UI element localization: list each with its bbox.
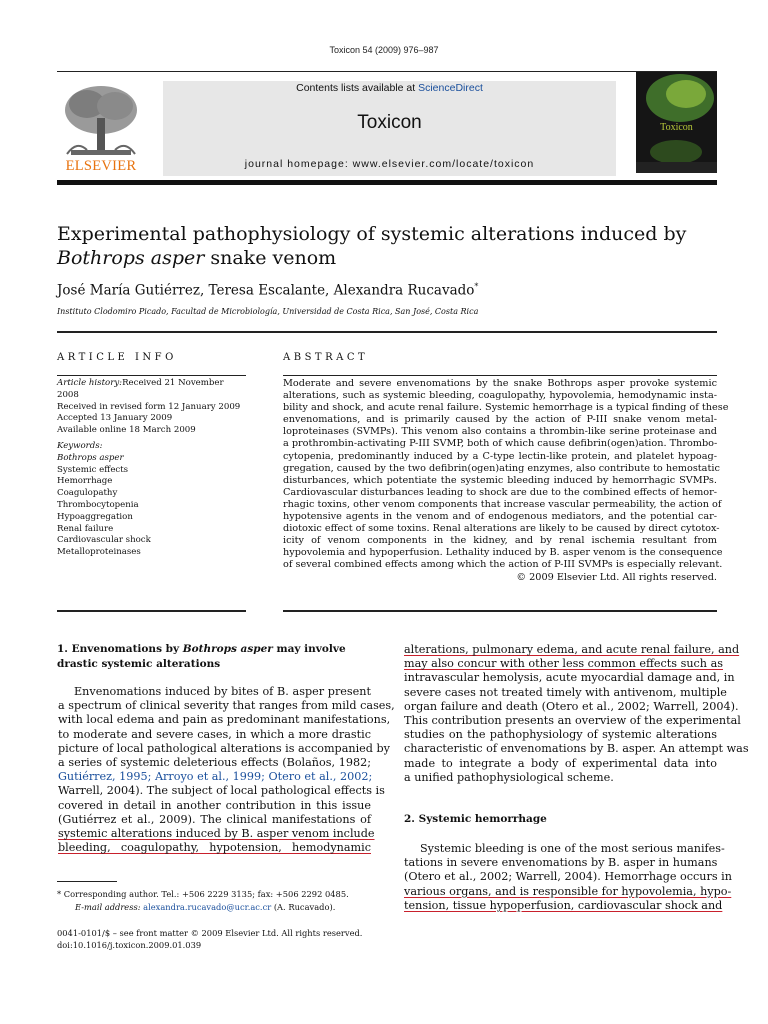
abstract-line: hypovolemia and hypoperfusion. Lethality induced by B. asper venom is the consequence bbox=[283, 547, 723, 559]
contents-prefix: Contents lists available at bbox=[296, 82, 419, 94]
abstract-line: rhagic toxins, other venom components that increase vascular permeability, the action of bbox=[283, 498, 722, 510]
journal-citation: Toxicon 54 (2009) 976–987 bbox=[329, 45, 439, 55]
abstract-line: hypotensive agents in the venom and of endogenous mediators, and the potential car- bbox=[283, 511, 717, 523]
body-line: to moderate and severe cases, in which a more drastic bbox=[58, 727, 371, 741]
body-line-highlighted: bleeding, coagulopathy, hypotension, hemodynamic bbox=[58, 841, 371, 855]
journal-homepage[interactable]: journal homepage: www.elsevier.com/locate/toxicon bbox=[244, 158, 535, 170]
email-suffix: (A. Rucavado). bbox=[271, 902, 336, 912]
sciencedirect-link[interactable]: ScienceDirect bbox=[418, 82, 483, 94]
abstract-line: of several combined effects among which the action of P-III SVMPs is especially relevant. bbox=[283, 559, 723, 571]
abstract-line: diotoxic effect of some toxins. Renal alterations are likely to be caused by direct cytotox- bbox=[283, 523, 720, 535]
body-line: This contribution presents an overview of the experimental bbox=[404, 714, 741, 728]
abstract-line: bility and shock, and acute renal failure. Systemic hemorrhage is a typical finding of these bbox=[283, 402, 729, 414]
section-1-heading-species: Bothrops asper bbox=[182, 643, 273, 655]
body-line: covered in detail in another contribution in this issue bbox=[58, 798, 371, 812]
body-line-highlighted: systemic alterations induced by B. asper venom include bbox=[58, 827, 375, 841]
body-line: Envenomations induced by bites of B. asper present bbox=[74, 685, 371, 698]
body-line-citations[interactable]: Gutiérrez, 1995; Arroyo et al., 1999; Otero et al., 2002; bbox=[58, 770, 373, 784]
abstract-rule bbox=[283, 375, 717, 376]
body-line: made to integrate a body of experimental data into bbox=[404, 756, 717, 770]
journal-title: Toxicon bbox=[357, 112, 422, 133]
keyword-item: Hypoaggregation bbox=[57, 511, 133, 522]
abstract-line: loproteinases (SVMPs). This venom also contains a thrombin-like serine proteinase and bbox=[283, 426, 717, 438]
journal-cover-image bbox=[636, 72, 717, 173]
title-line-1: Experimental pathophysiology of systemic alterations induced by bbox=[57, 223, 687, 245]
title-line-2 bbox=[57, 246, 717, 270]
abstract-line: cytopenia, predominantly induced by a C-type lectin-like protein, and platelet hypoag- bbox=[283, 450, 717, 462]
doi-line[interactable]: doi:10.1016/j.toxicon.2009.01.039 bbox=[57, 940, 202, 950]
abstract-line: Cardiovascular disturbances leading to shock are due to the combined effects of hemor- bbox=[283, 486, 717, 498]
history-received: Received 21 November 2008 bbox=[57, 378, 224, 400]
section-1-right-body bbox=[404, 643, 749, 785]
abstract-line: disturbances, which potentiate the systemic bleeding induced by hemorrhagic SVMPs. bbox=[283, 474, 717, 486]
keyword-item: Cardiovascular shock bbox=[57, 535, 151, 546]
history-line-2: Received in revised form 12 January 2009 bbox=[57, 401, 241, 412]
publisher-name: ELSEVIER bbox=[65, 158, 137, 174]
title-bottom-rule bbox=[57, 331, 717, 333]
article-info-heading: ARTICLE INFO bbox=[57, 352, 177, 363]
abstract-copyright: © 2009 Elsevier Ltd. All rights reserved. bbox=[516, 571, 717, 583]
body-line: picture of local pathological alterations is accompanied by bbox=[58, 741, 390, 755]
abstract-line: icity of venom components in the kidney, and by renal ischemia resultant from bbox=[283, 535, 717, 547]
corresponding-author-contact: * Corresponding author. Tel.: +506 2229 3135; fax: +506 2292 0485. bbox=[57, 889, 349, 899]
body-line: studies on the pathophysiology of systemic alterations bbox=[404, 728, 717, 742]
body-line: Warrell, 2004). The subject of local pathological effects is bbox=[58, 784, 385, 798]
body-line-with-citations: (Otero et al., 2002; Warrell, 2004). Hemorrhage occurs in bbox=[404, 870, 732, 884]
body-line-highlighted: alterations, pulmonary edema, and acute renal failure, and bbox=[404, 643, 740, 656]
corresponding-author-footnote bbox=[57, 888, 377, 914]
masthead-bottom-rule bbox=[57, 180, 717, 185]
keyword-item: Coagulopathy bbox=[57, 488, 118, 499]
body-line-highlighted: tension, tissue hypoperfusion, cardiovascular shock and bbox=[404, 898, 723, 912]
author-affiliation: Instituto Clodomiro Picado, Facultad de Microbiología, Universidad de Costa Rica, San José, Costa Rica bbox=[57, 307, 479, 316]
issn-doi-block bbox=[57, 927, 377, 951]
cover-title: Toxicon bbox=[660, 122, 693, 133]
body-line: tations in severe envenomations by B. asper in humans bbox=[404, 856, 718, 870]
article-authors bbox=[57, 282, 717, 299]
keywords-label: Keywords: bbox=[57, 441, 103, 451]
email-label: E-mail address: bbox=[75, 902, 144, 912]
body-line: a spectrum of clinical severity that ranges from mild cases, bbox=[58, 699, 395, 713]
section-1-heading-prefix: 1. Envenomations by bbox=[57, 643, 183, 655]
keyword-item: Hemorrhage bbox=[57, 476, 113, 487]
keywords-block bbox=[57, 441, 246, 559]
title-line-2-rest: snake venom bbox=[204, 247, 337, 269]
body-line-highlighted: Systemic bleeding is one of the most serious manifes- bbox=[420, 842, 725, 855]
article-info-bottom-rule bbox=[57, 610, 246, 612]
contents-availability bbox=[163, 82, 616, 94]
body-line: a unified pathophysiological scheme. bbox=[404, 770, 614, 784]
issn-line: 0041-0101/$ – see front matter © 2009 Elsevier Ltd. All rights reserved. bbox=[57, 928, 363, 938]
keyword-item: Systemic effects bbox=[57, 464, 129, 475]
history-line-4: Available online 18 March 2009 bbox=[57, 425, 196, 436]
section-2-body bbox=[404, 842, 732, 913]
body-line-highlighted: may also concur with other less common effects such as bbox=[404, 657, 723, 671]
article-history bbox=[57, 378, 246, 437]
footnote-rule bbox=[57, 881, 117, 882]
abstract-line: gregation, caused by the two defibrin(ogen)ating enzymes, also contribute to hemostatic bbox=[283, 462, 720, 474]
article-title bbox=[57, 222, 717, 270]
body-line-with-citation: (Gutiérrez et al., 2009). The clinical manifestations of bbox=[58, 812, 371, 826]
section-2-heading: 2. Systemic hemorrhage bbox=[404, 813, 547, 825]
abstract-line: a prothrombin-activating P-III SVMP, both of which cause defibrin(ogen)ation. Thrombo- bbox=[283, 438, 718, 450]
abstract-bottom-rule bbox=[283, 610, 717, 612]
history-line-1 bbox=[57, 378, 246, 402]
body-line: severe cases not treated timely with antivenom, multiple bbox=[404, 685, 727, 699]
title-species: Bothrops asper bbox=[57, 247, 205, 269]
section-1-heading-line-2: drastic systemic alterations bbox=[57, 658, 221, 670]
section-1-heading-suffix: may involve bbox=[272, 643, 346, 655]
author-list: José María Gutiérrez, Teresa Escalante, Alexandra Rucavado bbox=[57, 282, 475, 299]
header-rule bbox=[57, 71, 717, 72]
history-line-3: Accepted 13 January 2009 bbox=[57, 413, 173, 424]
body-line: characteristic of envenomations by B. asper. An attempt was bbox=[404, 742, 749, 756]
body-line-highlighted: intravascular hemolysis, acute myocardial damage and, in bbox=[404, 671, 735, 685]
abstract-line: Moderate and severe envenomations by the snake Bothrops asper provoke systemic bbox=[283, 378, 717, 389]
keyword-item: Bothrops asper bbox=[57, 452, 124, 463]
section-1-heading bbox=[57, 642, 372, 672]
article-info-rule bbox=[57, 375, 246, 376]
section-1-left-body bbox=[58, 685, 395, 855]
corresponding-author-mark[interactable]: * bbox=[474, 282, 479, 291]
keyword-item: Thrombocytopenia bbox=[57, 499, 139, 510]
abstract-heading: ABSTRACT bbox=[283, 352, 369, 363]
abstract-line: alterations, such as systemic bleeding, coagulopathy, hypovolemia, hemodynamic insta- bbox=[283, 390, 717, 402]
body-line-highlighted: various organs, and is responsible for hypovolemia, hypo- bbox=[404, 884, 732, 898]
email-line bbox=[57, 901, 377, 914]
abstract-body bbox=[283, 378, 729, 584]
keyword-item: Metalloproteinases bbox=[57, 547, 141, 558]
history-label: Article history: bbox=[57, 378, 123, 388]
body-line: with local edema and pain as predominant manifestations, bbox=[58, 713, 391, 727]
body-line-with-citations: a series of systemic deleterious effects (Bolaños, 1982; bbox=[58, 756, 371, 770]
body-line-with-citations: organ failure and death (Otero et al., 2002; Warrell, 2004). bbox=[404, 699, 739, 713]
abstract-line: envenomations, and is primarily caused by the action of P-III snake venom metal- bbox=[283, 414, 717, 426]
keyword-item: Renal failure bbox=[57, 523, 114, 534]
author-email-link[interactable]: alexandra.rucavado@ucr.ac.cr bbox=[143, 902, 272, 912]
